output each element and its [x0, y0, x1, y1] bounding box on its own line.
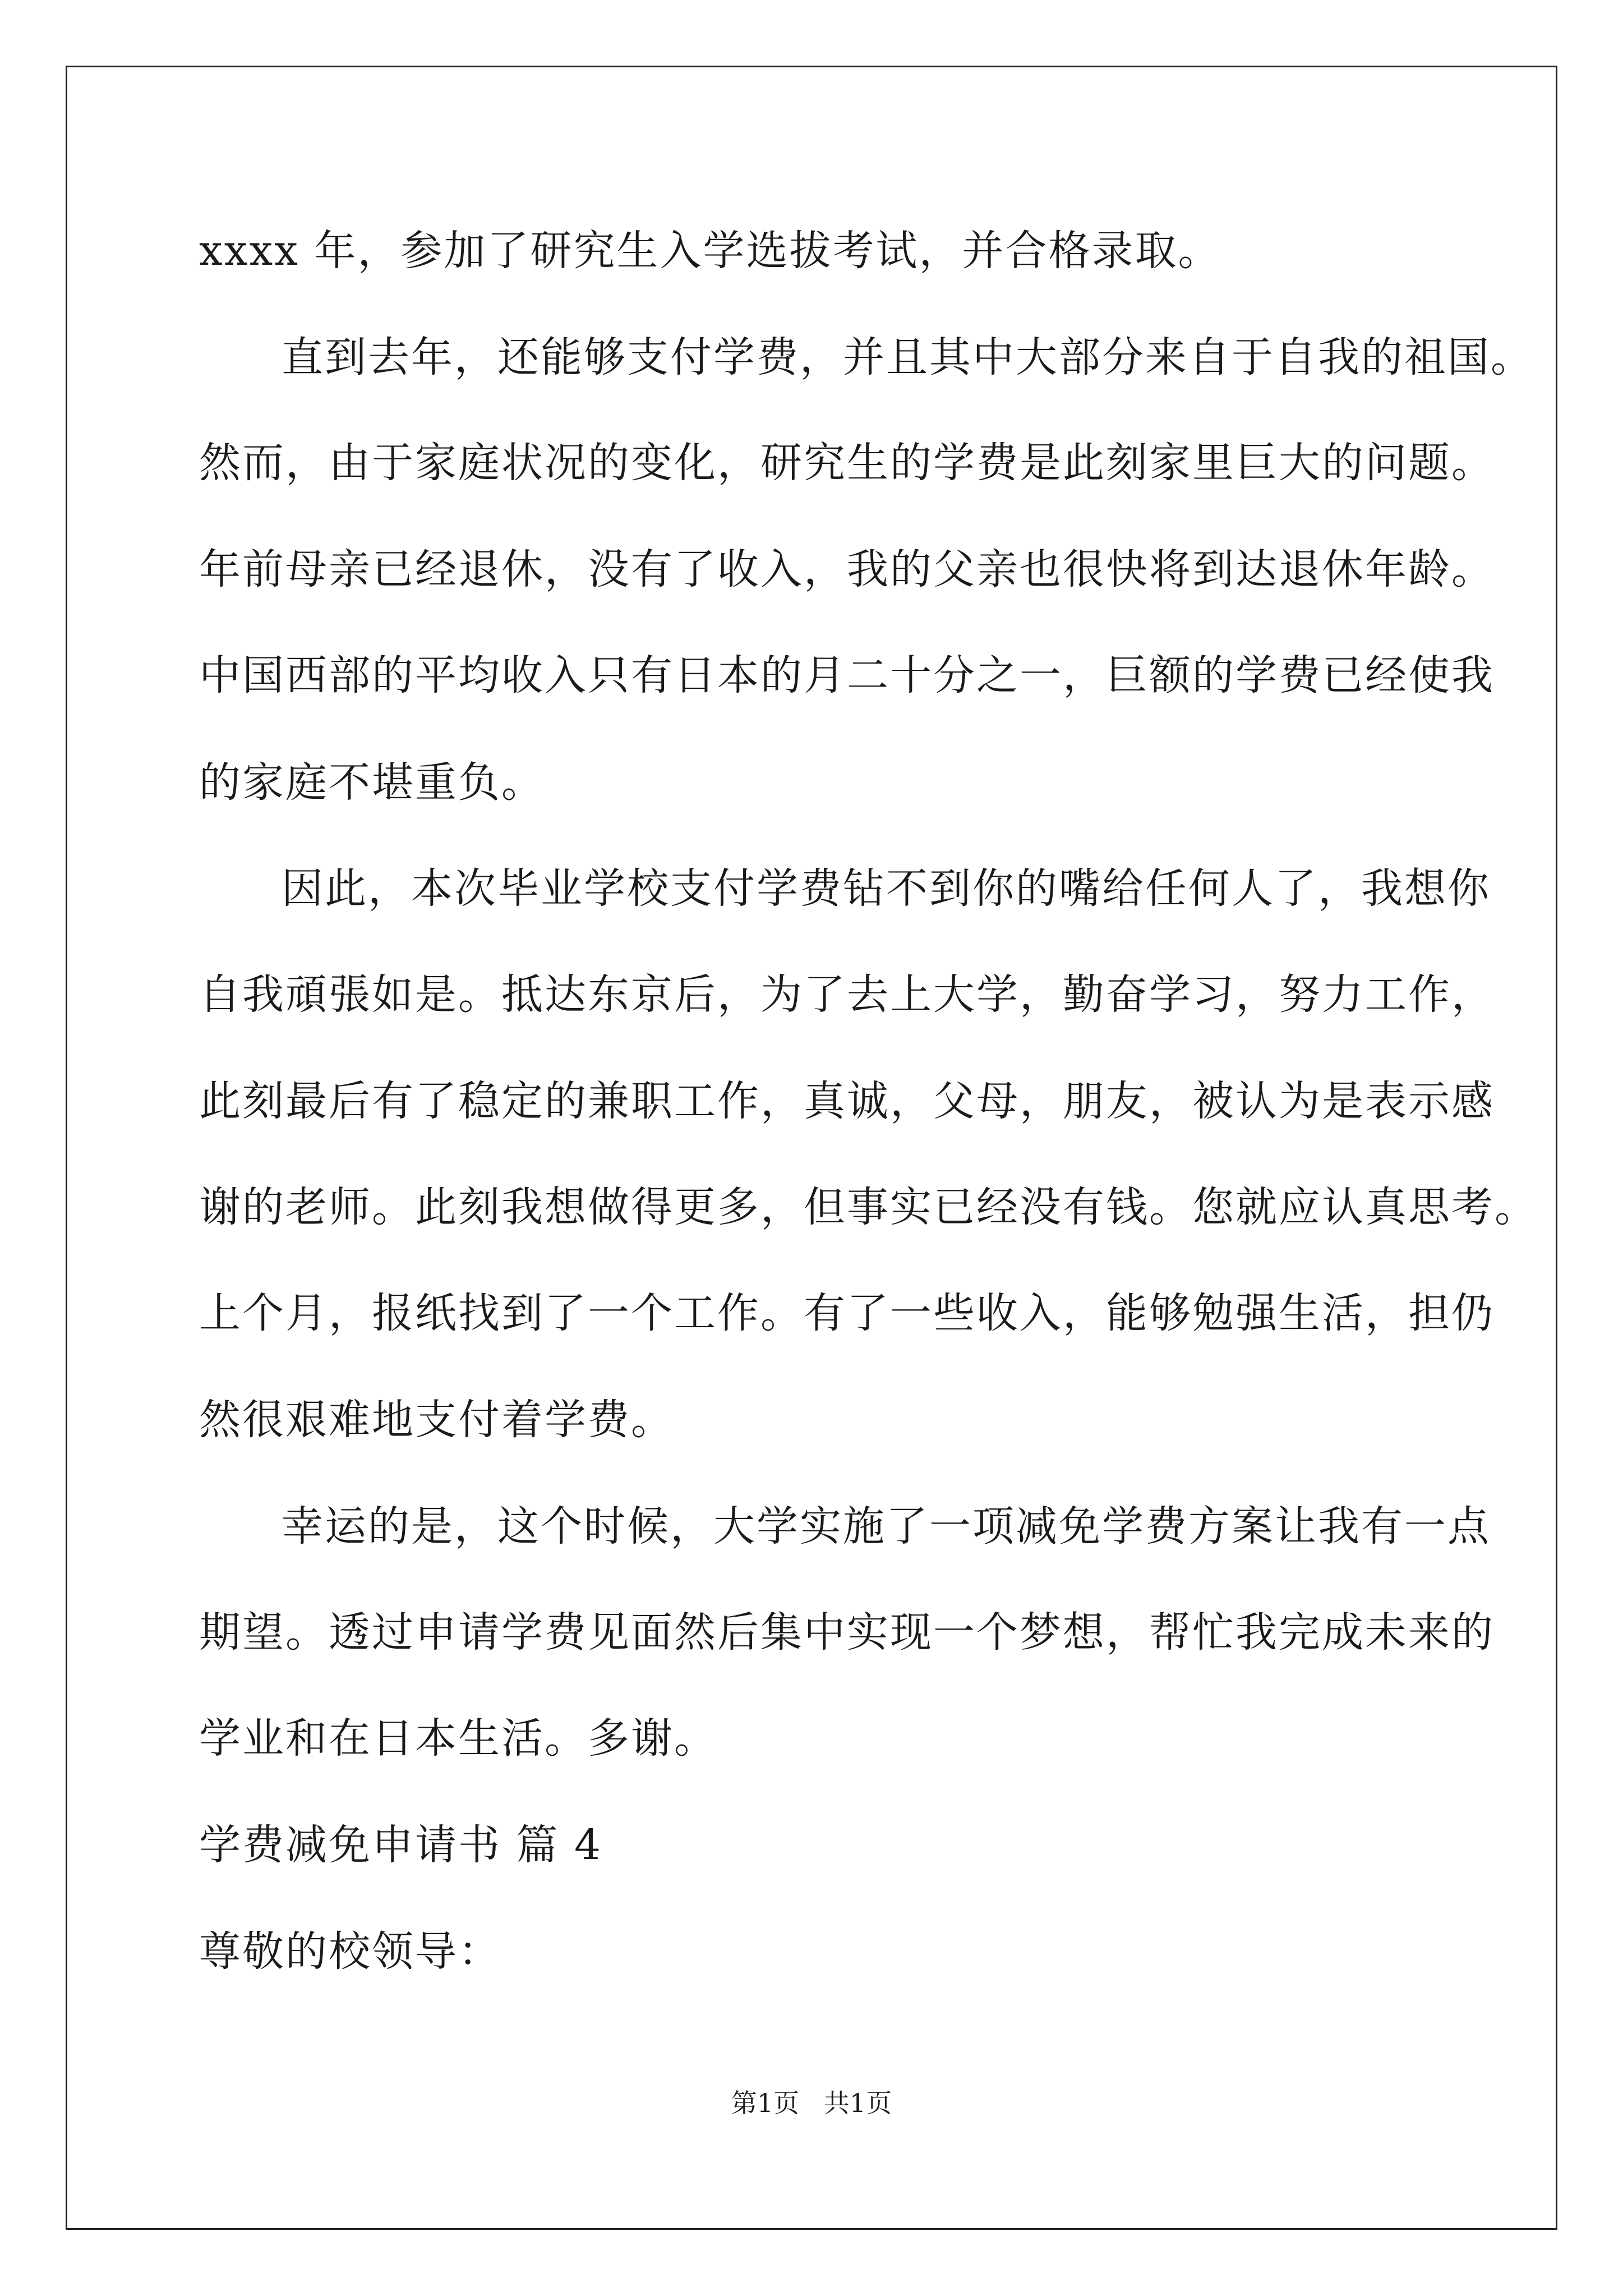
text-line-2: 直到去年，还能够支付学费，并且其中大部分来自于自我的祖国。	[282, 333, 1534, 381]
text-line-13: 幸运的是，这个时候，大学实施了一项减免学费方案让我有一点	[282, 1502, 1491, 1550]
text-line-10: 谢的老师。此刻我想做得更多，但事实已经没有钱。您就应认真思考。	[199, 1183, 1538, 1231]
text-line-3: 然而，由于家庭状况的变化，研究生的学费是此刻家里巨大的问题。	[199, 439, 1495, 487]
text-line-4: 年前母亲已经退休，没有了收入，我的父亲也很快将到达退休年龄。	[199, 545, 1495, 593]
text-line-15: 学业和在日本生活。多谢。	[199, 1714, 717, 1763]
page-border	[66, 66, 1557, 2230]
text-line-14: 期望。透过申请学费见面然后集中实现一个梦想，帮忙我完成未来的	[199, 1608, 1495, 1657]
text-line-12: 然很艰难地支付着学费。	[199, 1396, 674, 1444]
section-heading: 学费减免申请书 篇 4	[199, 1821, 603, 1869]
text-line-5: 中国西部的平均收入只有日本的月二十分之一，巨额的学费已经使我	[199, 651, 1495, 700]
text-line-6: 的家庭不堪重负。	[199, 758, 545, 807]
salutation: 尊敬的校领导：	[199, 1927, 501, 1976]
page-footer: 第1页 共1页	[731, 2088, 892, 2118]
text-line-11: 上个月，报纸找到了一个工作。有了一些收入，能够勉强生活，担仍	[199, 1289, 1495, 1337]
text-line-9: 此刻最后有了稳定的兼职工作，真诚，父母，朋友，被认为是表示感	[199, 1077, 1495, 1125]
text-line-7: 因此，本次毕业学校支付学费钻不到你的嘴给任何人了，我想你	[282, 864, 1491, 913]
text-line-1: xxxx 年，参加了研究生入学选拔考试，并合格录取。	[199, 227, 1221, 275]
text-line-8: 自我頑張如是。抵达东京后，为了去上大学，勤奋学习，努力工作，	[199, 970, 1495, 1019]
